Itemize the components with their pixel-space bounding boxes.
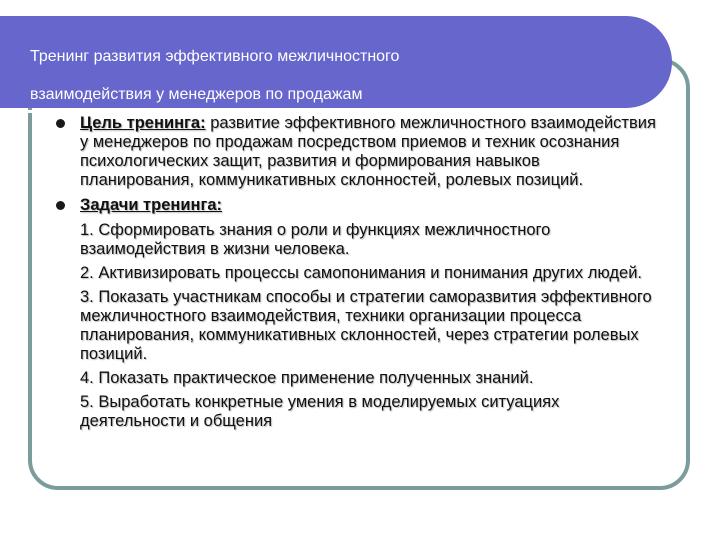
goal-text: развитие эффективного межличностного взаимодействия у менеджеров по продажам посредством приемов и техник осознания психологических защит, развития и формирования навыков планирования, коммуникативных склонностей, ролевых позиций.: [80, 114, 656, 189]
slide-title: [30, 38, 590, 114]
bullet-icon: [56, 201, 65, 210]
tasks-label: Задачи тренинга:: [80, 196, 223, 214]
bullet-icon: [56, 119, 65, 128]
tasks-item: [56, 196, 656, 215]
task-item: 5. Выработать конкретные умения в моделируемых ситуациях деятельности и общения: [80, 393, 560, 430]
task-item: 1. Сформировать знания о роли и функциях межличностного взаимодействия в жизни человека.: [80, 221, 551, 258]
task-item: 2. Активизировать процессы самопонимания и понимания других людей.: [80, 264, 642, 282]
goal-label: Цель тренинга:: [80, 114, 206, 132]
title-bar: [0, 16, 672, 108]
title-line-1: Тренинг развития эффективного межличностного: [30, 48, 400, 65]
task-item: 3. Показать участникам способы и стратегии саморазвития эффективного межличностного взаимодействия, техники организации процесса планирования, коммуникативных склонностей, через стратегии ролевых позиций.: [80, 288, 652, 363]
title-underline: [0, 110, 638, 113]
title-line-2: взаимодействия у менеджеров по продажам: [30, 86, 363, 103]
task-item: 4. Показать практическое применение полученных знаний.: [80, 369, 534, 387]
goal-item: [56, 114, 656, 190]
slide-body: [56, 114, 656, 436]
